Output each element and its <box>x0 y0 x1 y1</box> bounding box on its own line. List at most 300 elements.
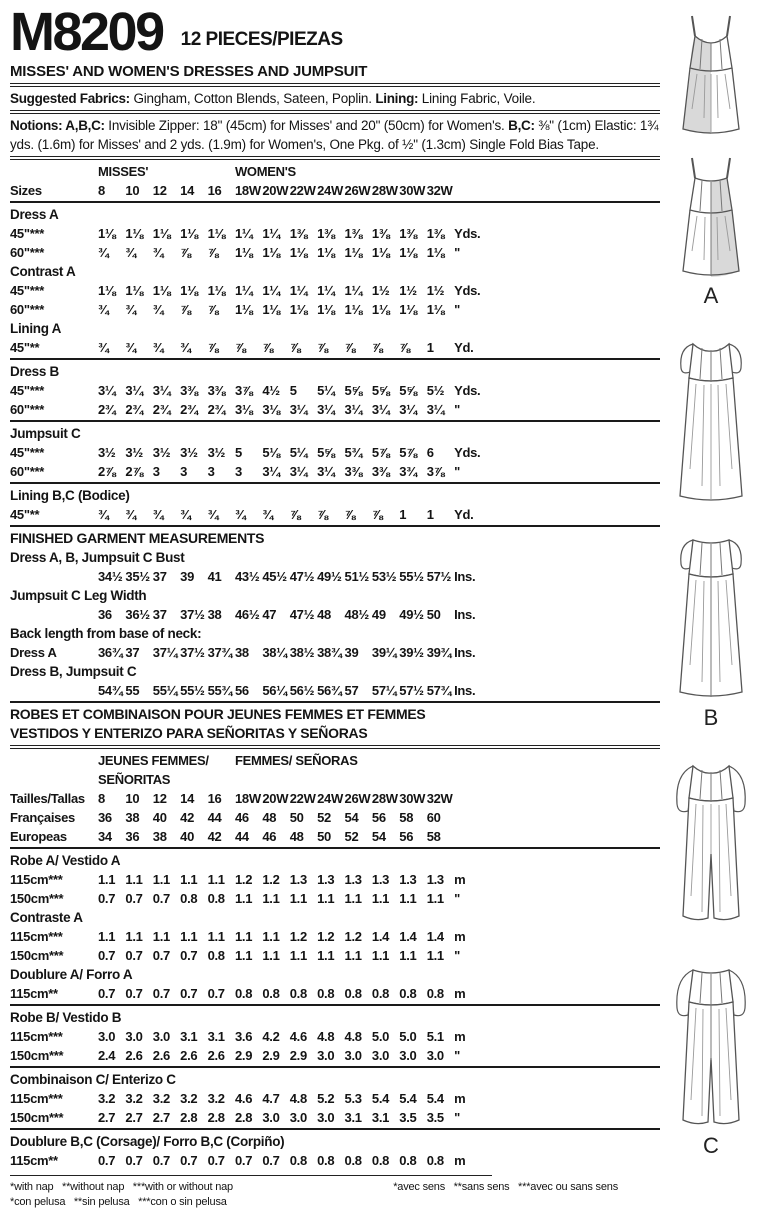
section-heading: Jumpsuit C <box>10 426 81 441</box>
value-cell: 3⅛ <box>262 402 280 417</box>
group-femmes-senoras: FEMMES/ SEÑORAS <box>234 753 358 768</box>
value-cell: 0.8 <box>426 986 444 1001</box>
value-cell: 1.4 <box>426 929 444 944</box>
size-col-32w: 32W <box>426 183 453 198</box>
intl-size-row <box>10 808 660 827</box>
view-a <box>654 6 768 307</box>
section-rule <box>10 1004 660 1006</box>
value-cell: 2.4 <box>98 1048 116 1063</box>
value-cell: 1.1 <box>125 929 143 944</box>
sizes-row <box>10 181 660 200</box>
value-cell: 1.2 <box>234 872 253 887</box>
value-cell: 41 <box>207 569 222 584</box>
value-cell: 1⅛ <box>371 245 390 260</box>
value-cell: 57¼ <box>371 683 397 698</box>
value-cell: 3.0 <box>317 1048 335 1063</box>
size-col-30w: 30W <box>399 183 426 198</box>
row-label: Tailles/Tallas <box>10 791 85 806</box>
value-cell: 44 <box>207 810 222 825</box>
table-row <box>10 870 660 889</box>
value-cell: 44 <box>234 829 249 844</box>
value-cell: 37¼ <box>152 645 178 660</box>
value-cell: 55½ <box>399 569 424 584</box>
value-cell: 54 <box>344 810 359 825</box>
unit-cell: Ins. <box>454 569 476 584</box>
group-senoritas: SEÑORITAS <box>98 772 171 787</box>
value-cell: 1.2 <box>344 929 362 944</box>
value-cell: 1.1 <box>289 948 307 963</box>
value-cell: 1.1 <box>289 891 307 906</box>
notions-text-1: Invisible Zipper: 18" (45cm) for Misses' and 20" (50cm) for Women's. <box>104 118 509 133</box>
value-cell: 22W <box>289 791 316 806</box>
value-cell: 1⅛ <box>125 283 143 298</box>
unit-cell: " <box>454 1048 460 1063</box>
value-cell: 3.1 <box>371 1110 390 1125</box>
value-cell: 4½ <box>262 383 280 398</box>
value-cell: 56¼ <box>262 683 287 698</box>
value-cell: 0.7 <box>152 891 170 906</box>
value-cell: 3½ <box>207 445 226 460</box>
value-cell: 55¾ <box>207 683 232 698</box>
value-cell: ¾ <box>234 507 246 522</box>
value-cell: 39 <box>180 569 195 584</box>
value-cell: 1⅛ <box>98 226 116 241</box>
value-cell: ⅞ <box>317 340 328 355</box>
value-cell: 0.7 <box>98 948 116 963</box>
value-cell: 3⅜ <box>180 383 198 398</box>
value-cell: 0.8 <box>344 986 362 1001</box>
row-label <box>10 681 98 700</box>
dress-b-illustration <box>659 314 763 704</box>
table-row <box>10 1108 660 1127</box>
notions-text-2: ⅜" (1cm) Elastic: 1¾ yds. (1.6m) for Misses' and 2 yds. (1.9m) for Women's, One Pkg. of ½" (1.3cm) Single Fold Bias Tape. <box>10 118 659 152</box>
row-label: 45"** <box>10 507 40 522</box>
value-cell: 38½ <box>289 645 315 660</box>
value-cell: 0.7 <box>180 1153 198 1168</box>
value-cell: 50 <box>289 810 304 825</box>
value-cell: 3⅜ <box>371 464 390 479</box>
value-cell: 48 <box>289 829 304 844</box>
value-cell: 2.9 <box>262 1048 280 1063</box>
value-cell: 1⅜ <box>426 226 445 241</box>
value-cell: 1⅛ <box>344 302 362 317</box>
value-cell: ¾ <box>152 507 164 522</box>
row-label: 150cm*** <box>10 891 64 906</box>
value-cell: 1⅛ <box>98 283 116 298</box>
value-cell: 8 <box>98 791 105 806</box>
value-cell: 5.2 <box>317 1091 335 1106</box>
value-cell: 26W <box>344 791 371 806</box>
value-cell: 1.3 <box>317 872 335 887</box>
value-cell: 3.1 <box>180 1029 198 1044</box>
section-heading: Contrast A <box>10 264 76 279</box>
value-cell: 3¼ <box>371 402 390 417</box>
value-cell: 5¼ <box>317 383 335 398</box>
table-row <box>10 300 660 319</box>
value-cell: 16 <box>207 791 222 806</box>
row-label: 150cm*** <box>10 1048 64 1063</box>
value-cell: 4.8 <box>317 1029 335 1044</box>
value-cell: 3¼ <box>317 402 335 417</box>
value-cell: 0.7 <box>125 948 143 963</box>
value-cell: 56 <box>234 683 249 698</box>
value-cell: 0.8 <box>289 1153 307 1168</box>
row-label: 115cm*** <box>10 929 63 944</box>
value-cell: 3 <box>234 464 242 479</box>
value-cell: 1.1 <box>426 948 444 963</box>
footnote-french: *avec sens **sans sens ***avec ou sans sens <box>393 1181 618 1193</box>
value-cell: 1⅛ <box>289 245 308 260</box>
unit-cell <box>454 789 500 808</box>
suggested-fabrics-line <box>10 89 660 108</box>
section-heading: Dress B <box>10 364 59 379</box>
fabrics-label: Suggested Fabrics: <box>10 91 130 106</box>
value-cell: 56½ <box>289 683 315 698</box>
value-cell: ¾ <box>152 245 164 260</box>
value-cell: 1⅛ <box>371 302 390 317</box>
value-cell: 3.2 <box>125 1091 143 1106</box>
value-cell: 1⅛ <box>180 283 198 298</box>
value-cell: 38¾ <box>317 645 342 660</box>
section-rule <box>10 482 660 484</box>
divider <box>10 156 660 160</box>
value-cell: 3¼ <box>399 402 417 417</box>
row-label: Dress A <box>10 645 57 660</box>
section-rule <box>10 1066 660 1068</box>
value-cell: 0.7 <box>152 986 170 1001</box>
spacer <box>10 770 98 789</box>
value-cell: 0.7 <box>125 986 143 1001</box>
value-cell: 1.1 <box>317 948 335 963</box>
value-cell: 1.1 <box>152 929 170 944</box>
value-cell: 5¼ <box>289 445 308 460</box>
value-cell: 57½ <box>426 569 452 584</box>
value-cell: 1⅛ <box>317 245 335 260</box>
lining-text: Lining Fabric, Voile. <box>418 91 536 106</box>
value-cell: 3.5 <box>399 1110 417 1125</box>
value-cell: 0.8 <box>207 948 225 963</box>
value-cell: 1⅛ <box>426 245 445 260</box>
table-row <box>10 338 660 357</box>
title-french: ROBES ET COMBINAISON POUR JEUNES FEMMES ET FEMMES <box>10 706 426 722</box>
value-cell: 50 <box>426 607 441 622</box>
value-cell: 55½ <box>180 683 205 698</box>
value-cell: 1⅛ <box>262 245 280 260</box>
value-cell: 3¼ <box>125 383 143 398</box>
value-cell: 2.8 <box>234 1110 253 1125</box>
value-cell: ¾ <box>152 340 164 355</box>
value-cell: ⅞ <box>371 340 383 355</box>
value-cell: 0.8 <box>399 986 417 1001</box>
value-cell: 20W <box>262 791 289 806</box>
value-cell: 1¼ <box>234 283 253 298</box>
value-cell: 6 <box>426 445 434 460</box>
value-cell: 38 <box>207 607 222 622</box>
row-label: 60"*** <box>10 402 45 417</box>
value-cell: 48 <box>317 607 331 622</box>
notions-label: Notions: A,B,C: <box>10 118 105 133</box>
value-cell: 35½ <box>125 569 150 584</box>
value-cell: 46 <box>262 829 277 844</box>
value-cell: 2.9 <box>234 1048 253 1063</box>
value-cell: ⅞ <box>289 340 301 355</box>
value-cell: 1⅜ <box>289 226 308 241</box>
value-cell: 57½ <box>399 683 424 698</box>
value-cell: 0.7 <box>98 986 116 1001</box>
spacer <box>10 751 98 770</box>
value-cell: 5.0 <box>399 1029 417 1044</box>
unit-cell: " <box>454 464 460 479</box>
table-row <box>10 224 660 243</box>
value-cell: 5 <box>289 383 297 398</box>
value-cell: 1⅛ <box>125 226 143 241</box>
value-cell: 1 <box>399 507 407 522</box>
value-cell: 37½ <box>180 607 205 622</box>
section-rule <box>10 420 660 422</box>
table-row <box>10 381 660 400</box>
value-cell: 4.8 <box>289 1091 307 1106</box>
value-cell: 3.1 <box>207 1029 225 1044</box>
value-cell: 1.1 <box>98 929 116 944</box>
value-cell: 1.1 <box>262 929 280 944</box>
value-cell: 0.7 <box>262 1153 280 1168</box>
finished-measurements-table <box>10 548 660 703</box>
value-cell: 1¼ <box>289 283 308 298</box>
size-col-8: 8 <box>98 183 105 198</box>
value-cell: 1¼ <box>344 283 362 298</box>
value-cell: 34 <box>98 829 112 844</box>
value-cell: 3 <box>152 464 160 479</box>
value-cell: 37¾ <box>207 645 232 660</box>
value-cell: 42 <box>207 829 222 844</box>
value-cell: 1¼ <box>262 226 280 241</box>
value-cell: 40 <box>180 829 195 844</box>
value-cell: 38 <box>152 829 167 844</box>
value-cell: 0.7 <box>180 986 198 1001</box>
value-cell: 3.0 <box>371 1048 390 1063</box>
value-cell: 5.4 <box>371 1091 390 1106</box>
row-label: 60"*** <box>10 245 45 260</box>
notions-bc-label: B,C: <box>508 118 535 133</box>
unit-cell <box>454 827 500 846</box>
value-cell: 2.7 <box>152 1110 170 1125</box>
value-cell: 38 <box>125 810 140 825</box>
value-cell: ¾ <box>98 245 109 260</box>
value-cell: 3¼ <box>426 402 445 417</box>
value-cell: 1.2 <box>262 872 280 887</box>
size-group-header-row <box>10 162 660 181</box>
value-cell: 49 <box>371 607 386 622</box>
value-cell: ¾ <box>207 507 219 522</box>
value-cell: 5⅞ <box>399 445 417 460</box>
value-cell: 1⅛ <box>426 302 445 317</box>
value-cell: 1½ <box>371 283 390 298</box>
unit-cell: Yds. <box>454 226 481 241</box>
value-cell: 36 <box>98 607 112 622</box>
value-cell: 42 <box>180 810 195 825</box>
value-cell: 0.7 <box>125 891 143 906</box>
value-cell: 57 <box>344 683 359 698</box>
value-cell: 54 <box>371 829 386 844</box>
value-cell: 1.3 <box>371 872 390 887</box>
value-cell: 1.1 <box>234 929 253 944</box>
value-cell: 1⅛ <box>289 302 308 317</box>
value-cell: 2.6 <box>180 1048 198 1063</box>
value-cell: 4.6 <box>289 1029 307 1044</box>
view-c <box>654 736 768 1157</box>
row-label: 45"*** <box>10 283 45 298</box>
intl-size-row <box>10 827 660 846</box>
section-heading: Combinaison C/ Enterizo C <box>10 1072 176 1087</box>
value-cell: 3⅞ <box>426 464 445 479</box>
footnote-english: *with nap **without nap ***with or without nap <box>10 1181 233 1193</box>
value-cell: 2.6 <box>125 1048 143 1063</box>
value-cell: ¾ <box>125 302 136 317</box>
value-cell: 1.3 <box>426 872 444 887</box>
section-rule <box>10 701 660 703</box>
value-cell: 5.1 <box>426 1029 444 1044</box>
table-row <box>10 889 660 908</box>
value-cell: 46½ <box>234 607 260 622</box>
value-cell: ⅞ <box>207 302 219 317</box>
value-cell: 2¾ <box>207 402 226 417</box>
value-cell: 28W <box>371 791 398 806</box>
unit-cell: Yds. <box>454 283 481 298</box>
value-cell: 0.8 <box>317 986 335 1001</box>
value-cell: 1⅜ <box>317 226 335 241</box>
row-label: 150cm*** <box>10 1110 64 1125</box>
value-cell: 58 <box>399 810 414 825</box>
value-cell: 36 <box>125 829 140 844</box>
value-cell: 3.5 <box>426 1110 444 1125</box>
value-cell: 49½ <box>399 607 424 622</box>
value-cell: 0.8 <box>289 986 307 1001</box>
value-cell: 3.2 <box>207 1091 225 1106</box>
unit-cell: m <box>454 929 466 944</box>
unit-cell <box>454 181 500 200</box>
value-cell: 3⅜ <box>207 383 226 398</box>
value-cell: ¾ <box>125 245 136 260</box>
value-cell: 45½ <box>262 569 287 584</box>
value-cell: 2¾ <box>98 402 116 417</box>
view-b <box>654 314 768 729</box>
value-cell: 3¼ <box>289 464 308 479</box>
value-cell: 2.7 <box>125 1110 143 1125</box>
value-cell: 0.8 <box>317 1153 335 1168</box>
value-cell: 39¾ <box>426 645 452 660</box>
row-label: 60"*** <box>10 464 45 479</box>
value-cell: 3 <box>207 464 215 479</box>
value-cell: 0.7 <box>207 986 225 1001</box>
value-cell: 1⅛ <box>152 226 171 241</box>
value-cell: 1⅛ <box>207 226 226 241</box>
row-label: 150cm*** <box>10 948 64 963</box>
footnote-spanish: *con pelusa **sin pelusa ***con o sin pelusa <box>10 1196 227 1208</box>
value-cell: ¾ <box>180 507 191 522</box>
value-cell: 1.1 <box>207 929 225 944</box>
unit-cell: Yd. <box>454 340 474 355</box>
unit-cell: " <box>454 245 460 260</box>
metric-yardage-table <box>10 851 660 1170</box>
value-cell: 0.8 <box>371 1153 390 1168</box>
section-rule <box>10 847 660 849</box>
section-heading: Dress A, B, Jumpsuit C Bust <box>10 550 185 565</box>
value-cell: ⅞ <box>399 340 410 355</box>
value-cell: 5½ <box>426 383 445 398</box>
size-col-10: 10 <box>125 183 140 198</box>
unit-cell: Ins. <box>454 683 476 698</box>
size-col-26w: 26W <box>344 183 371 198</box>
value-cell: 0.7 <box>207 1153 225 1168</box>
value-cell: 18W <box>234 791 261 806</box>
value-cell: 24W <box>317 791 343 806</box>
row-label: Françaises <box>10 810 75 825</box>
value-cell: 55¼ <box>152 683 178 698</box>
section-heading: Lining B,C (Bodice) <box>10 488 130 503</box>
value-cell: 2.7 <box>98 1110 116 1125</box>
dress-a-illustration <box>659 6 763 282</box>
row-label <box>10 567 98 586</box>
value-cell: 1¼ <box>317 283 335 298</box>
value-cell: 1⅛ <box>399 302 417 317</box>
table-row <box>10 927 660 946</box>
value-cell: 56¾ <box>317 683 342 698</box>
value-cell: 56 <box>371 810 386 825</box>
section-heading: Robe A/ Vestido A <box>10 853 121 868</box>
unit-cell: Yds. <box>454 445 481 460</box>
pattern-number: M8209 <box>10 2 163 62</box>
value-cell: 1.1 <box>344 948 362 963</box>
value-cell: ⅞ <box>317 507 328 522</box>
header <box>10 2 660 62</box>
unit-cell: " <box>454 948 460 963</box>
value-cell: 1 <box>426 507 434 522</box>
value-cell: 5 <box>234 445 242 460</box>
value-cell: 60 <box>426 810 441 825</box>
value-cell: 2.8 <box>207 1110 225 1125</box>
footnote-line-2 <box>10 1195 618 1210</box>
value-cell: 1⅛ <box>180 226 198 241</box>
table-row <box>10 281 660 300</box>
table-row <box>10 505 660 524</box>
value-cell: 2.6 <box>152 1048 170 1063</box>
unit-cell: " <box>454 302 460 317</box>
notions-line <box>10 116 660 154</box>
size-col-16: 16 <box>207 183 222 198</box>
value-cell: ⅞ <box>344 340 356 355</box>
value-cell: 36¾ <box>98 645 123 660</box>
value-cell: 3¼ <box>98 383 116 398</box>
envelope-back-content <box>10 2 660 1210</box>
table-row <box>10 1089 660 1108</box>
value-cell: 1.1 <box>234 948 253 963</box>
table-row <box>10 567 660 586</box>
unit-cell: Yds. <box>454 383 481 398</box>
table-row <box>10 243 660 262</box>
table-row <box>10 462 660 481</box>
value-cell: 39 <box>344 645 359 660</box>
value-cell: 1.1 <box>180 872 198 887</box>
value-cell: 3.0 <box>289 1110 307 1125</box>
value-cell: 3.2 <box>98 1091 116 1106</box>
value-cell: 1.1 <box>426 891 444 906</box>
page-title: MISSES' AND WOMEN'S DRESSES AND JUMPSUIT <box>10 63 368 80</box>
value-cell: 1.1 <box>125 872 143 887</box>
value-cell: 1.1 <box>180 929 198 944</box>
row-label: 45"*** <box>10 445 45 460</box>
value-cell: 3½ <box>152 445 171 460</box>
value-cell: 0.8 <box>207 891 225 906</box>
